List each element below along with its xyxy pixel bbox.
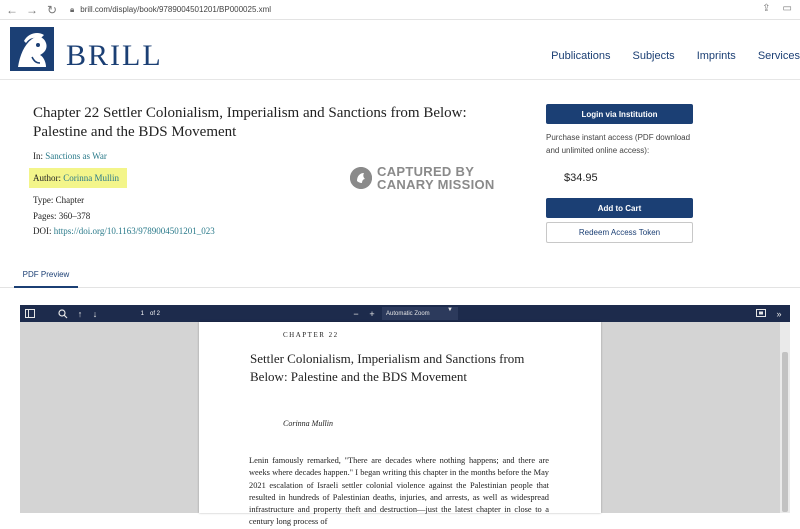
lock-icon: 🔒︎	[70, 4, 75, 14]
meta-doi	[33, 226, 215, 236]
purchase-panel	[546, 104, 693, 243]
logo-text: BRILL	[66, 39, 163, 72]
book-link[interactable]: Sanctions as War	[45, 151, 107, 161]
author-link[interactable]: Corinna Mullin	[63, 173, 119, 183]
back-arrow-icon[interactable]: ←	[6, 2, 18, 17]
nav-services[interactable]: Services	[757, 50, 800, 62]
forward-arrow-icon[interactable]: →	[26, 2, 38, 17]
site-header	[0, 20, 800, 80]
meta-type-value: Chapter	[55, 195, 85, 205]
pdf-toolbar	[20, 305, 790, 322]
minerva-logo-icon	[10, 27, 54, 71]
price: $34.95	[564, 172, 598, 184]
tab-icon[interactable]: ▭	[782, 3, 792, 14]
pdf-author: Corinna Mullin	[283, 419, 334, 428]
nav-subjects[interactable]: Subjects	[632, 50, 675, 62]
canary-icon	[350, 167, 372, 189]
meta-in	[33, 151, 107, 161]
chevron-down-icon: ▼	[447, 307, 453, 313]
meta-author-label: Author:	[33, 173, 61, 183]
canary-watermark	[350, 165, 495, 191]
watermark-text	[377, 165, 495, 191]
watermark-line-2: CANARY MISSION	[377, 177, 495, 192]
page-count: of 2	[150, 310, 161, 317]
zoom-in-icon[interactable]: +	[369, 308, 375, 319]
search-icon[interactable]	[56, 306, 70, 321]
brill-logo[interactable]	[10, 27, 163, 71]
pdf-body-text: Lenin famously remarked, "There are decades where nothing happens; and there are weeks where decades happen." I began writing this chapter in the months before the May 2021 escalation of Israeli settler colonial violence against the Palestinian people that resulted in hundreds of Palestinian deaths, injuries, and arrests, as well as widespread infrastructure and property theft and destruction—just the latest chapter in close to a century long process of	[249, 456, 549, 527]
tab-pdf-preview[interactable]: PDF Preview	[14, 262, 78, 288]
nav-imprints[interactable]: Imprints	[696, 50, 736, 62]
viewer-scrollbar[interactable]	[780, 322, 790, 513]
nav-publications[interactable]: Publications	[551, 50, 611, 62]
meta-type	[33, 195, 84, 205]
meta-doi-label: DOI:	[33, 226, 52, 236]
purchase-text: Purchase instant access (PDF download and unlimited online access):	[546, 133, 691, 155]
meta-type-label: Type:	[33, 195, 54, 205]
url-text: brill.com/display/book/9789004501201/BP000025.xml	[80, 5, 272, 14]
tab-bar	[0, 262, 800, 288]
pdf-chapter-label: CHAPTER 22	[283, 331, 339, 339]
meta-pages	[33, 211, 90, 221]
meta-in-label: In:	[33, 151, 43, 161]
login-button[interactable]: Login via Institution	[546, 104, 693, 124]
tools-icon[interactable]: »	[776, 308, 782, 319]
pdf-viewer	[20, 305, 790, 527]
zoom-value: Automatic Zoom	[386, 310, 430, 317]
sidebar-toggle-icon[interactable]	[23, 306, 37, 321]
pdf-page	[199, 322, 601, 527]
meta-pages-label: Pages:	[33, 211, 57, 221]
meta-pages-value: 360–378	[58, 211, 91, 221]
chapter-title: Chapter 22 Settler Colonialism, Imperialism and Sanctions from Below: Palestine and the BDS Movement	[33, 105, 467, 140]
add-to-cart-button[interactable]: Add to Cart	[546, 198, 693, 218]
browser-chrome	[0, 0, 800, 20]
zoom-select[interactable]	[382, 307, 458, 320]
address-bar[interactable]	[70, 5, 271, 15]
watermark-line-1: CAPTURED BY	[377, 164, 475, 179]
down-arrow-icon[interactable]: ↓	[92, 308, 98, 319]
zoom-out-icon[interactable]: −	[353, 308, 359, 319]
pdf-title: Settler Colonialism, Imperialism and Sanctions from Below: Palestine and the BDS Movement	[250, 351, 525, 384]
meta-author	[33, 173, 119, 183]
scroll-thumb[interactable]	[782, 352, 788, 512]
up-arrow-icon[interactable]: ↑	[77, 308, 83, 319]
share-icon[interactable]: ⇪	[762, 3, 771, 14]
presentation-icon[interactable]	[754, 306, 768, 321]
reload-icon[interactable]: ↻	[46, 2, 58, 17]
page-number-input[interactable]: 1	[140, 310, 144, 317]
redeem-token-button[interactable]: Redeem Access Token	[546, 222, 693, 243]
main-nav	[551, 50, 800, 62]
doi-link[interactable]: https://doi.org/10.1163/9789004501201_023	[53, 226, 215, 236]
